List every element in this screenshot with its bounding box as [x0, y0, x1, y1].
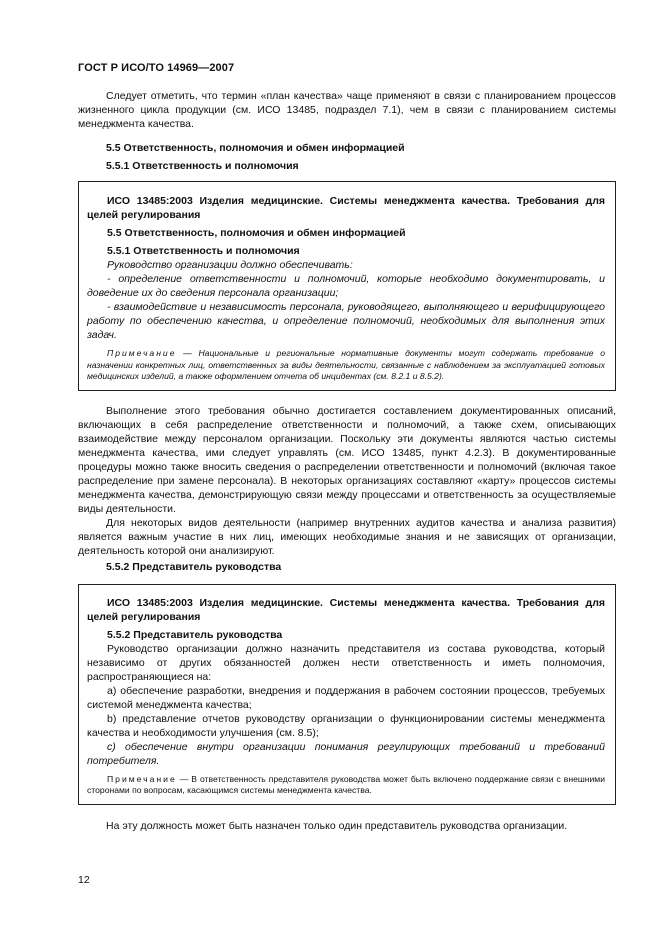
box-intro-line: Руководство организации должно обеспечивать: [107, 259, 353, 271]
box-list-item: - взаимодействие и независимость персонала, руководящего, выполняющего и верифицирующего работу по обеспечению качества, и определение полномочий, необходимых для выполнения этих задач. [87, 301, 605, 341]
note-label: Примечание [107, 773, 177, 784]
closing-paragraph: На эту должность может быть назначен только один представитель руководства организации. [106, 819, 568, 832]
box-note [87, 348, 605, 383]
box-standard-title: ИСО 13485:2003 Изделия медицинские. Системы менеджмента качества. Требования для целей регулирования [87, 596, 605, 623]
box-section-5-5-heading: 5.5 Ответственность, полномочия и обмен информацией [107, 227, 406, 239]
note-text: — В ответственность представителя руководства может быть включено поддержание связи с внешними сторонами по вопросам, касающимся системы менеджмента качества. [87, 773, 605, 795]
iso-quote-box-responsibility [78, 181, 616, 391]
box-note [87, 774, 605, 797]
note-text: — Национальные и региональные нормативные документы могут содержать требование о назначении конкретных лиц, ответственных за виды деятельности, связанные с наблюдением за эксплуатацией готовых медицинских изделий, а также оформлением отчета об инцидентах (см. 8.2.1 и 8.5.2). [87, 348, 605, 381]
running-header: ГОСТ Р ИСО/ТО 14969—2007 [78, 62, 235, 74]
box-section-5-5-1-heading: 5.5.1 Ответственность и полномочия [107, 245, 300, 257]
section-5-5-heading: 5.5 Ответственность, полномочия и обмен информацией [106, 142, 405, 154]
note-label: Примечание [107, 348, 177, 358]
page-number: 12 [78, 874, 90, 886]
page-content [78, 89, 616, 833]
box-list-item: - определение ответственности и полномочий, которые необходимо документировать, и доведение их до сведения персонала организации; [87, 273, 605, 299]
box-standard-title: ИСО 13485:2003 Изделия медицинские. Системы менеджмента качества. Требования для целей регулирования [87, 195, 605, 221]
body-paragraph: Для некоторых видов деятельности (например внутренних аудитов качества и анализа развития) является важным участие в них лиц, имеющих необходимые знания и не зависящих от организации, деятельность которой они анализируют. [78, 516, 616, 557]
box-paragraph: Руководство организации должно назначить представителя из состава руководства, который независимо от других обязанностей должен нести ответственность и иметь полномочия, распространяющиеся на: [87, 642, 605, 683]
section-5-5-2-heading: 5.5.2 Представитель руководства [106, 560, 282, 573]
section-5-5-1-heading: 5.5.1 Ответственность и полномочия [106, 160, 299, 172]
box-list-item: c) обеспечение внутри организации понимания регулирующих требований и требований потребителя. [87, 740, 605, 767]
iso-quote-box-management-representative [78, 584, 616, 805]
box-list-item: a) обеспечение разработки, внедрения и поддержания в рабочем состоянии процессов, требуемых системой менеджмента качества; [87, 684, 605, 711]
intro-paragraph: Следует отметить, что термин «план качества» чаще применяют в связи с планированием процессов жизненного цикла продукции (см. ИСО 13485, подраздел 7.1), чем в связи с планированием системы менеджмента качества. [78, 90, 616, 130]
box-list-item: b) представление отчетов руководству организации о функционировании системы менеджмента качества и необходимости улучшения (см. 8.5); [87, 712, 605, 739]
box-section-5-5-2-heading: 5.5.2 Представитель руководства [107, 628, 283, 641]
body-paragraph: Выполнение этого требования обычно достигается составлением документированных описаний, включающих в себя распределение ответственности и полномочий, а также схем, описывающих взаимодействие между персоналом организации. Поскольку эти документы являются частью системы менеджмента качества, ими следует управлять (см. ИСО 13485, пункт 4.2.3). В документированные процедуры можно также вносить сведения о распределении ответственности и полномочий (включая такое распределение при замене персонала). В некоторых организациях составляют «карту» процессов системы менеджмента качества, демонстрирующую связи между процессами и ответственность за осуществляемые виды деятельности. [78, 404, 616, 515]
